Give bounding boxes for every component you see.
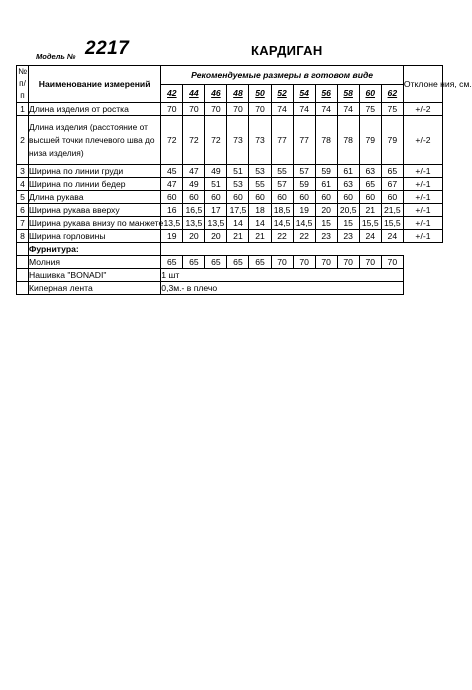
num-header: № п/п <box>17 66 29 103</box>
size-value: 51 <box>205 178 227 191</box>
size-value: 73 <box>249 116 271 165</box>
size-value: 79 <box>381 116 403 165</box>
size-value: 57 <box>271 178 293 191</box>
size-value: 55 <box>249 178 271 191</box>
size-50: 50 <box>249 84 271 103</box>
header-row <box>17 66 443 85</box>
size-value: 65 <box>359 178 381 191</box>
row-number: 1 <box>17 103 29 116</box>
zipper-value: 65 <box>249 256 271 269</box>
size-value: 63 <box>337 178 359 191</box>
furniture-name: Киперная лента <box>29 282 161 295</box>
tape-value: 0,3м.- в плечо <box>161 282 404 295</box>
size-value: 72 <box>161 116 183 165</box>
furniture-row-zipper <box>17 256 443 269</box>
empty-cell <box>17 256 29 269</box>
size-value: 21,5 <box>381 204 403 217</box>
size-value: 60 <box>315 191 337 204</box>
size-value: 24 <box>381 230 403 243</box>
tolerance-value: +/-1 <box>403 217 442 230</box>
size-58: 58 <box>337 84 359 103</box>
document-header <box>16 38 443 62</box>
size-spec-table <box>16 65 472 295</box>
size-value: 74 <box>315 103 337 116</box>
size-46: 46 <box>205 84 227 103</box>
size-value: 18,5 <box>271 204 293 217</box>
size-value: 67 <box>381 178 403 191</box>
row-number: 8 <box>17 230 29 243</box>
size-value: 20 <box>183 230 205 243</box>
size-value: 74 <box>337 103 359 116</box>
size-value: 70 <box>161 103 183 116</box>
size-value: 20,5 <box>337 204 359 217</box>
size-value: 21 <box>249 230 271 243</box>
size-value: 47 <box>161 178 183 191</box>
table-row <box>17 217 443 230</box>
zipper-value: 70 <box>381 256 403 269</box>
model-number: 2217 <box>85 38 130 59</box>
row-number: 3 <box>17 165 29 178</box>
table-row <box>17 178 443 191</box>
size-value: 49 <box>183 178 205 191</box>
size-value: 70 <box>183 103 205 116</box>
size-value: 20 <box>315 204 337 217</box>
tolerance-value: +/-2 <box>403 103 442 116</box>
size-value: 19 <box>293 204 315 217</box>
zipper-value: 70 <box>271 256 293 269</box>
size-value: 60 <box>227 191 249 204</box>
size-value: 24 <box>359 230 381 243</box>
furniture-header: Фурнитура: <box>29 243 161 256</box>
size-value: 22 <box>271 230 293 243</box>
size-value: 60 <box>293 191 315 204</box>
name-header: Наименование измерений <box>29 66 161 103</box>
row-number: 5 <box>17 191 29 204</box>
size-48: 48 <box>227 84 249 103</box>
size-value: 15 <box>315 217 337 230</box>
size-value: 21 <box>359 204 381 217</box>
size-value: 14,5 <box>271 217 293 230</box>
furniture-row-patch <box>17 269 443 282</box>
size-value: 70 <box>227 103 249 116</box>
furniture-header-row <box>17 243 443 256</box>
size-value: 15,5 <box>359 217 381 230</box>
row-number: 7 <box>17 217 29 230</box>
zipper-value: 70 <box>315 256 337 269</box>
table-row <box>17 230 443 243</box>
patch-value: 1 шт <box>161 269 404 282</box>
size-value: 60 <box>161 191 183 204</box>
size-value: 60 <box>183 191 205 204</box>
size-value: 53 <box>227 178 249 191</box>
table-row <box>17 116 443 165</box>
size-value: 17,5 <box>227 204 249 217</box>
size-52: 52 <box>271 84 293 103</box>
zipper-value: 65 <box>183 256 205 269</box>
size-56: 56 <box>315 84 337 103</box>
size-value: 77 <box>271 116 293 165</box>
size-value: 72 <box>183 116 205 165</box>
size-value: 72 <box>205 116 227 165</box>
size-value: 73 <box>227 116 249 165</box>
furniture-name: Нашивка "BONADI" <box>29 269 161 282</box>
size-value: 17 <box>205 204 227 217</box>
measurement-name: Длина изделия от ростка <box>29 103 161 116</box>
size-value: 19 <box>161 230 183 243</box>
size-value: 51 <box>227 165 249 178</box>
size-value: 57 <box>293 165 315 178</box>
size-value: 23 <box>337 230 359 243</box>
size-value: 59 <box>315 165 337 178</box>
size-value: 60 <box>337 191 359 204</box>
size-value: 60 <box>205 191 227 204</box>
tolerance-header: Отклоне ния, см. <box>403 66 442 103</box>
size-value: 75 <box>359 103 381 116</box>
measurement-name: Ширина рукава внизу по манжете <box>29 218 164 228</box>
size-value: 75 <box>381 103 403 116</box>
table-row <box>17 191 443 204</box>
table-row <box>17 204 443 217</box>
empty-cell <box>17 269 29 282</box>
size-value: 18 <box>249 204 271 217</box>
tolerance-value: +/-1 <box>403 191 442 204</box>
measurement-name: Длина изделия (расстояние от высшей точки плечевого шва до низа изделия) <box>29 116 161 165</box>
size-value: 14,5 <box>293 217 315 230</box>
size-value: 22 <box>293 230 315 243</box>
zipper-value: 65 <box>161 256 183 269</box>
size-value: 60 <box>359 191 381 204</box>
size-value: 14 <box>249 217 271 230</box>
size-value: 16 <box>161 204 183 217</box>
size-value: 49 <box>205 165 227 178</box>
size-value: 79 <box>359 116 381 165</box>
document-title: КАРДИГАН <box>251 43 323 58</box>
zipper-value: 65 <box>205 256 227 269</box>
size-value: 78 <box>315 116 337 165</box>
row-number: 2 <box>17 116 29 165</box>
size-value: 21 <box>227 230 249 243</box>
zipper-value: 65 <box>227 256 249 269</box>
tolerance-value: +/-1 <box>403 178 442 191</box>
tolerance-value: +/-1 <box>403 165 442 178</box>
table-row <box>17 165 443 178</box>
size-value: 14 <box>227 217 249 230</box>
size-value: 13,5 <box>183 217 205 230</box>
size-value: 20 <box>205 230 227 243</box>
size-value: 61 <box>315 178 337 191</box>
zipper-value: 70 <box>359 256 381 269</box>
size-value: 45 <box>161 165 183 178</box>
size-value: 65 <box>381 165 403 178</box>
measurement-name: Длина рукава <box>29 191 161 204</box>
size-value: 53 <box>249 165 271 178</box>
size-value: 60 <box>381 191 403 204</box>
size-42: 42 <box>161 84 183 103</box>
size-value: 59 <box>293 178 315 191</box>
size-value: 16,5 <box>183 204 205 217</box>
size-value: 60 <box>249 191 271 204</box>
tolerance-value: +/-2 <box>403 116 442 165</box>
row-number: 6 <box>17 204 29 217</box>
size-44: 44 <box>183 84 205 103</box>
size-value: 15,5 <box>381 217 403 230</box>
size-value: 13,5 <box>161 217 183 230</box>
size-60: 60 <box>359 84 381 103</box>
row-number: 4 <box>17 178 29 191</box>
measurement-name: Ширина рукава вверху <box>29 204 161 217</box>
measurement-name: Ширина по линии бедер <box>29 178 161 191</box>
zipper-value: 70 <box>293 256 315 269</box>
size-value: 78 <box>337 116 359 165</box>
size-value: 15 <box>337 217 359 230</box>
size-62: 62 <box>381 84 403 103</box>
empty-cell <box>17 243 29 256</box>
model-label: Модель № <box>36 52 76 61</box>
size-value: 70 <box>205 103 227 116</box>
size-value: 74 <box>293 103 315 116</box>
size-value: 47 <box>183 165 205 178</box>
size-value: 13,5 <box>205 217 227 230</box>
measurement-name: Ширина по линии груди <box>29 165 161 178</box>
size-value: 70 <box>249 103 271 116</box>
furniture-row-tape <box>17 282 443 295</box>
size-value: 77 <box>293 116 315 165</box>
recommended-header: Рекомендуемые размеры в готовом виде <box>161 66 404 85</box>
zipper-value: 70 <box>337 256 359 269</box>
furniture-name: Молния <box>29 256 161 269</box>
size-value: 60 <box>271 191 293 204</box>
measurement-name: Ширина горловины <box>29 230 161 243</box>
size-value: 23 <box>315 230 337 243</box>
size-54: 54 <box>293 84 315 103</box>
size-value: 55 <box>271 165 293 178</box>
table-row <box>17 103 443 116</box>
tolerance-value: +/-1 <box>403 204 442 217</box>
size-value: 63 <box>359 165 381 178</box>
size-value: 61 <box>337 165 359 178</box>
empty-cell <box>17 282 29 295</box>
size-value: 74 <box>271 103 293 116</box>
tolerance-value: +/-1 <box>403 230 442 243</box>
